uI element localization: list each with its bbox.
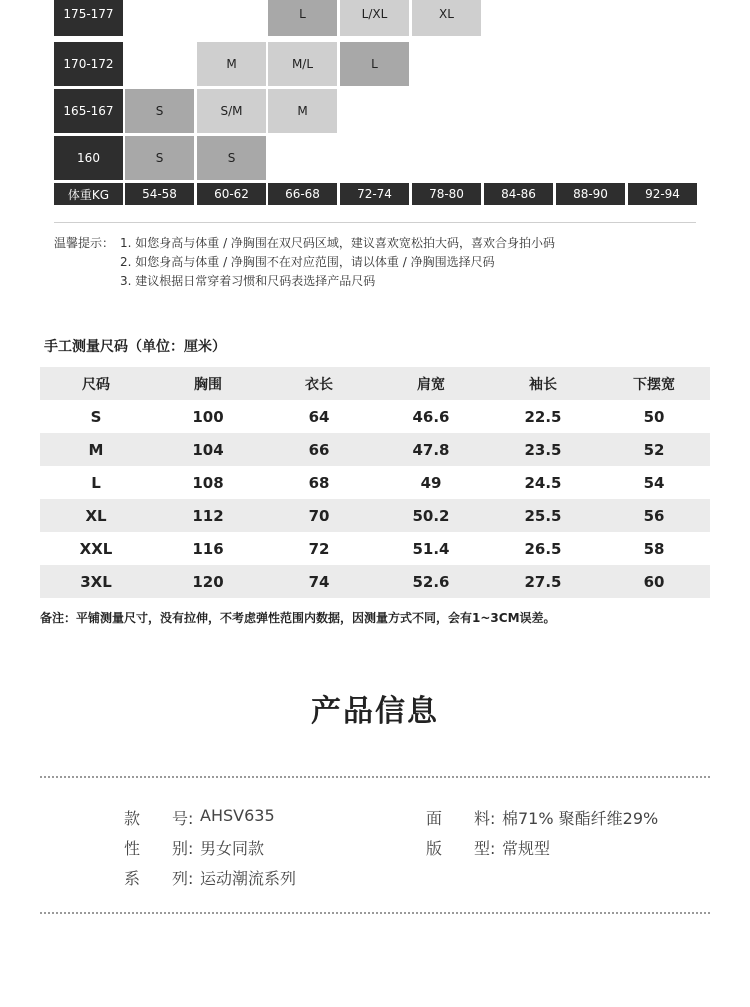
table-cell: 51.4 [412,539,450,558]
table-cell: 26.5 [524,539,562,558]
table-cell: 衣长 [305,376,333,393]
weight-header: 体重KG [54,183,123,205]
size-cell: S [197,136,266,180]
dotted-divider-bottom [40,912,710,914]
table-cell: 52.6 [412,572,450,591]
table-cell: 64 [308,407,330,426]
height-label: 170-172 [54,42,123,86]
table-cell: 56 [643,506,665,525]
table-cell: XXL [79,539,113,558]
tips-prefix: 温馨提示： [54,236,115,250]
weight-label: 78-80 [412,183,481,205]
size-chart [0,0,750,210]
series-label: 系 列: [124,869,194,888]
size-cell: S [125,136,194,180]
weight-label: 92-94 [628,183,697,205]
table-cell: 25.5 [524,506,562,525]
weight-label: 84-86 [484,183,553,205]
table-cell: S [90,407,102,426]
size-cell: M [197,42,266,86]
table-cell: 60 [643,572,665,591]
height-label: 160 [54,136,123,180]
table-cell: 100 [192,407,224,426]
table-cell: 54 [643,473,665,492]
series-value: 运动潮流系列 [200,869,297,888]
table-cell: 下摆宽 [633,376,675,393]
weight-label: 60-62 [197,183,266,205]
table-row [40,466,710,499]
fabric-label: 面 料: [426,809,496,828]
size-cell: S [125,89,194,133]
fit-label: 版 型: [426,839,496,858]
table-cell: 22.5 [524,407,562,426]
table-cell: 50 [643,407,665,426]
gender-value: 男女同款 [200,839,265,858]
fit-value: 常规型 [502,839,551,858]
table-cell: 24.5 [524,473,562,492]
tip-line-3: 3. 建议根据日常穿着习惯和尺码表选择产品尺码 [120,274,376,288]
table-row [40,400,710,433]
weight-label: 54-58 [125,183,194,205]
dotted-divider-top [40,776,710,778]
table-cell: 胸围 [194,376,222,393]
tip-line-1: 1. 如您身高与体重 / 净胸围在双尺码区域，建议喜欢宽松拍大码，喜欢合身拍小码 [120,236,555,250]
height-label: 175-177 [54,0,123,36]
table-cell: 52 [643,440,665,459]
size-cell: L/XL [340,0,409,36]
table-cell: XL [85,506,107,525]
table-cell: L [91,473,101,492]
table-row [40,433,710,466]
gender-label: 性 别: [124,839,194,858]
size-cell: S/M [197,89,266,133]
table-row [40,499,710,532]
table-cell: 46.6 [412,407,450,426]
table-cell: 104 [192,440,224,459]
table-cell: 66 [308,440,330,459]
tip-line-2: 2. 如您身高与体重 / 净胸围不在对应范围，请以体重 / 净胸围选择尺码 [120,255,495,269]
table-cell: 58 [643,539,665,558]
table-cell: 70 [308,506,330,525]
table-cell: 27.5 [524,572,562,591]
height-label: 165-167 [54,89,123,133]
table-cell: 68 [308,473,330,492]
weight-label: 72-74 [340,183,409,205]
size-cell: XL [412,0,481,36]
fabric-value: 棉71% 聚酯纤维29% [502,809,659,828]
table-cell: 47.8 [412,440,450,459]
table-cell: 112 [192,506,224,525]
table-cell: 74 [308,572,330,591]
product-info-title: 产品信息 [311,694,439,729]
size-cell: L [268,0,337,36]
table-cell: 50.2 [412,506,450,525]
table-cell: 49 [420,473,442,492]
table-cell: 3XL [80,572,112,591]
size-cell: M [268,89,337,133]
table-cell: 尺码 [82,376,110,393]
measure-note: 备注：平铺测量尺寸，没有拉伸，不考虑弹性范围内数据，因测量方式不同，会有1~3CM误差。 [40,611,556,625]
measure-title: 手工测量尺码（单位：厘米） [44,339,226,355]
divider [54,222,696,223]
table-cell: M [88,440,104,459]
table-cell: 肩宽 [417,376,445,393]
table-cell: 116 [192,539,224,558]
size-cell: L [340,42,409,86]
weight-label: 66-68 [268,183,337,205]
size-cell: M/L [268,42,337,86]
table-row [40,565,710,598]
style-value: AHSV635 [200,806,275,825]
weight-label: 88-90 [556,183,625,205]
table-cell: 120 [192,572,224,591]
style-label: 款 号: [124,809,194,828]
table-header-row [40,367,710,400]
table-cell: 23.5 [524,440,562,459]
table-row [40,532,710,565]
table-cell: 袖长 [529,376,557,393]
table-cell: 108 [192,473,224,492]
table-cell: 72 [308,539,330,558]
